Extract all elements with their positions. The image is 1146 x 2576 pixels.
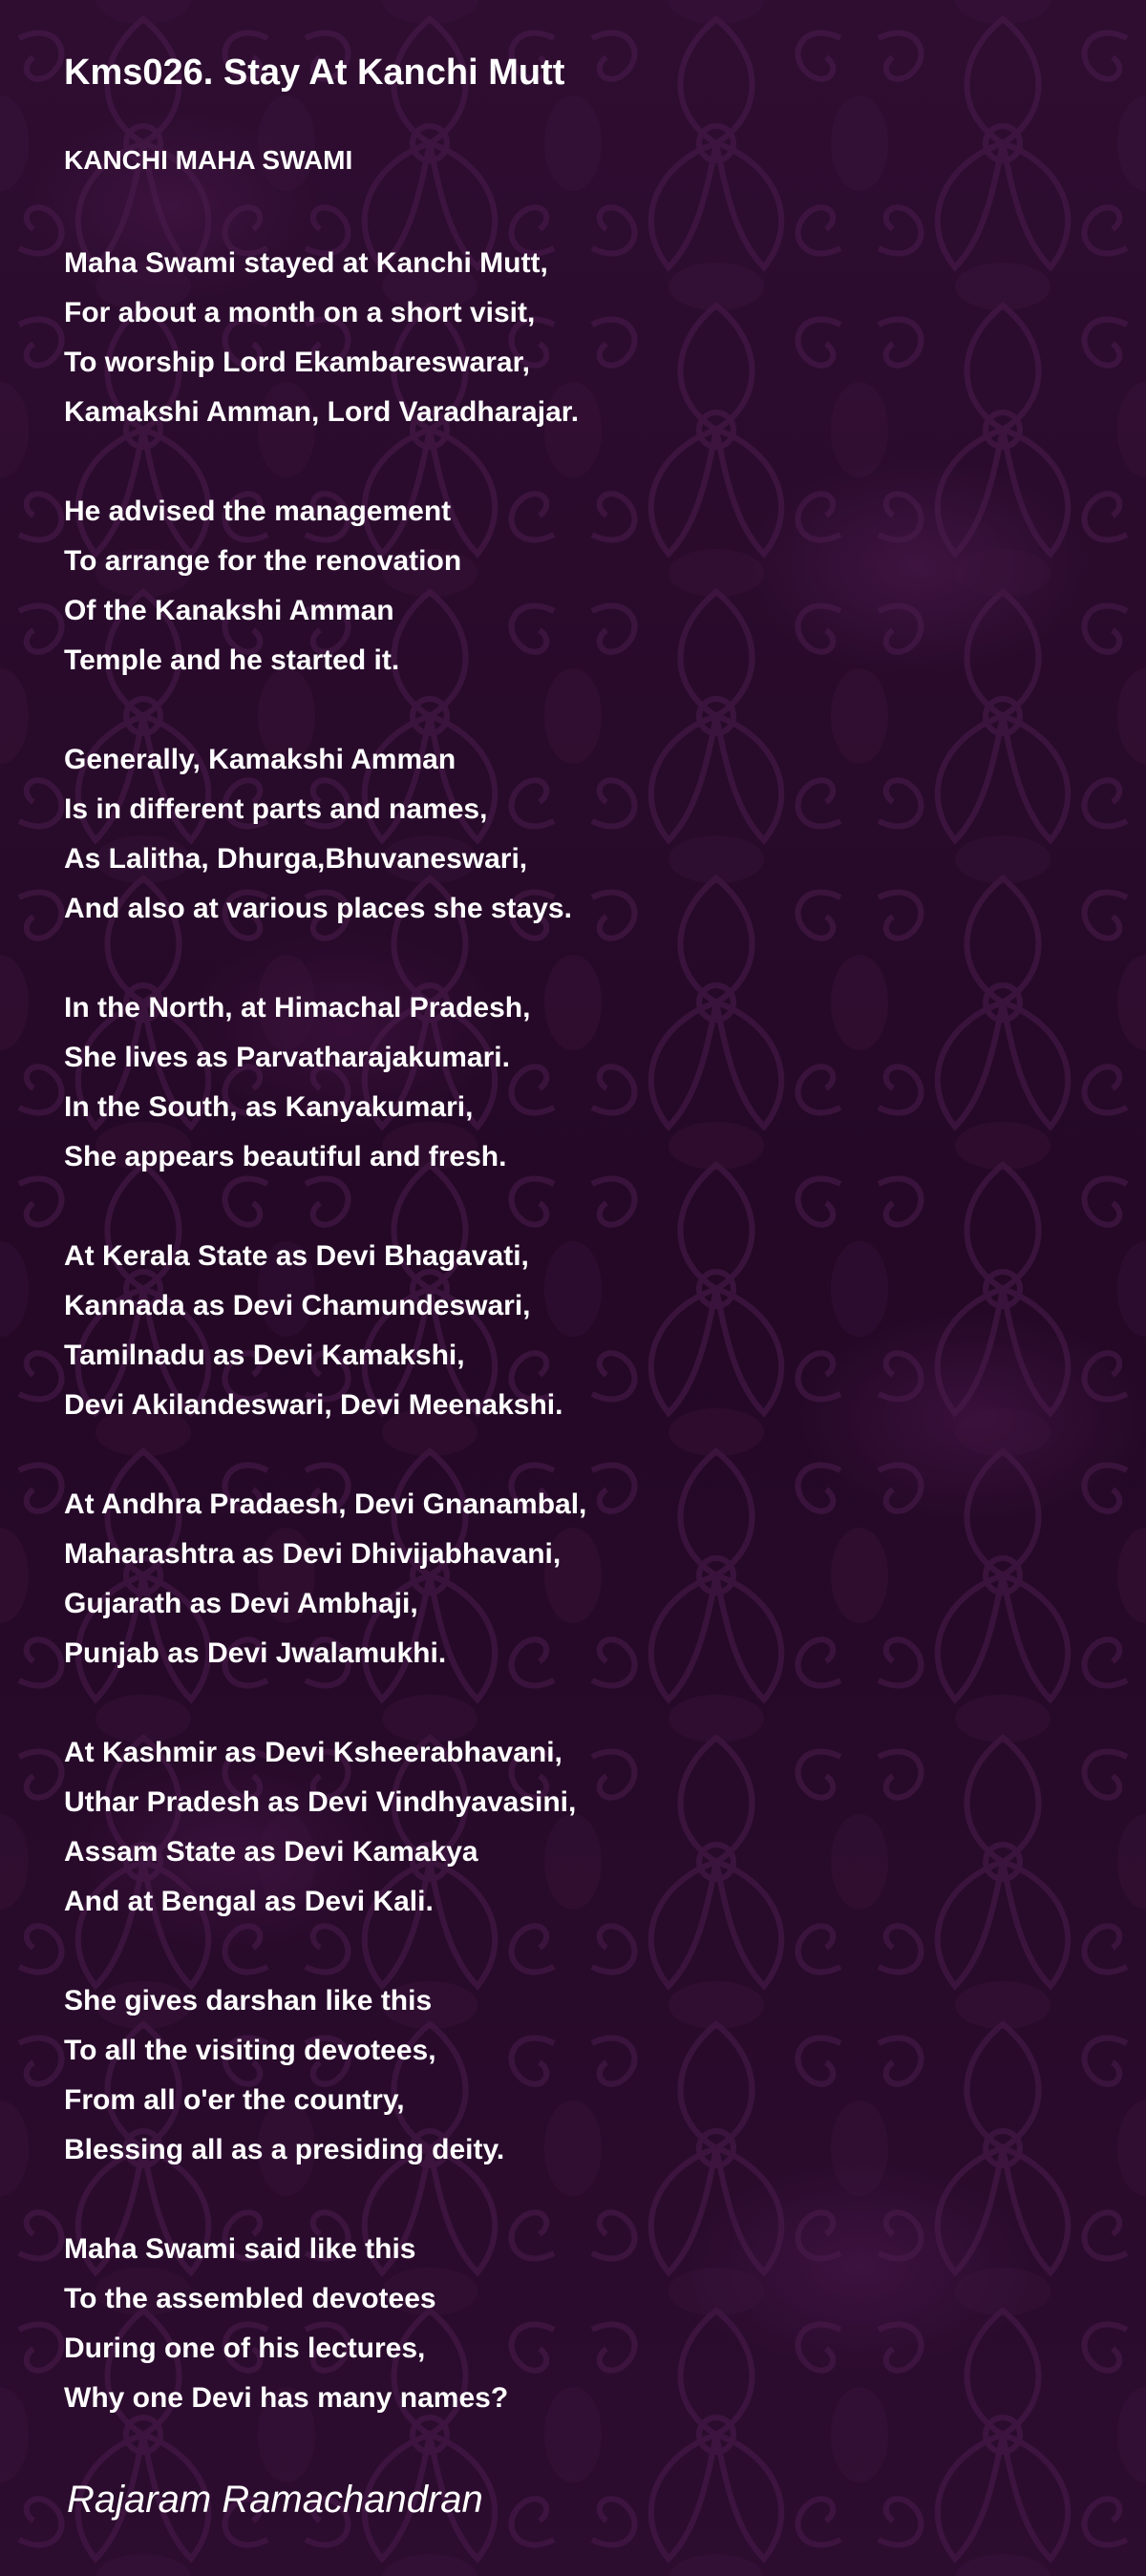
poem-line: Gujarath as Devi Ambhaji, xyxy=(64,1588,418,1619)
poem-line: Of the Kanakshi Amman xyxy=(64,595,394,626)
poem-line: In the North, at Himachal Pradesh, xyxy=(64,992,531,1024)
poem-line: At Kashmir as Devi Ksheerabhavani, xyxy=(64,1737,562,1768)
poem-line: Why one Devi has many names? xyxy=(64,2382,509,2414)
poem-line: Assam State as Devi Kamakya xyxy=(64,1836,478,1868)
poem-line: To the assembled devotees xyxy=(64,2283,436,2314)
poem-line: Maha Swami stayed at Kanchi Mutt, xyxy=(64,247,548,279)
poem-line: At Kerala State as Devi Bhagavati, xyxy=(64,1240,529,1272)
poem-line: To all the visiting devotees, xyxy=(64,2035,436,2066)
poem-line: Kannada as Devi Chamundeswari, xyxy=(64,1290,531,1321)
poem-line: To arrange for the renovation xyxy=(64,545,462,577)
poem-line: And at Bengal as Devi Kali. xyxy=(64,1886,434,1917)
poem-line: Blessing all as a presiding deity. xyxy=(64,2134,505,2165)
poem-title: Kms026. Stay At Kanchi Mutt xyxy=(64,53,565,93)
poem-line: Punjab as Devi Jwalamukhi. xyxy=(64,1637,447,1669)
poem-stanza xyxy=(64,983,586,1182)
poem-stanza xyxy=(64,735,586,934)
poem-line: And also at various places she stays. xyxy=(64,893,572,924)
poem-line: Maha Swami said like this xyxy=(64,2233,416,2265)
poem-line: She lives as Parvatharajakumari. xyxy=(64,1042,510,1073)
poem-subtitle: KANCHI MAHA SWAMI xyxy=(64,145,353,175)
poem-line: To worship Lord Ekambareswarar, xyxy=(64,347,530,378)
poem-author: Rajaram Ramachandran xyxy=(67,2479,483,2521)
poem-line: As Lalitha, Dhurga,Bhuvaneswari, xyxy=(64,843,528,875)
poem-line: Temple and he started it. xyxy=(64,644,400,676)
poem-stanza xyxy=(64,2225,586,2423)
poem-line: Tamilnadu as Devi Kamakshi, xyxy=(64,1340,465,1371)
poem-stanza xyxy=(64,1232,586,1430)
poem-line: She appears beautiful and fresh. xyxy=(64,1141,507,1172)
poem-line: Kamakshi Amman, Lord Varadharajar. xyxy=(64,396,580,428)
poem-line: Uthar Pradesh as Devi Vindhyavasini, xyxy=(64,1786,577,1818)
poem-line: Maharashtra as Devi Dhivijabhavani, xyxy=(64,1538,562,1570)
poem-line: Devi Akilandeswari, Devi Meenakshi. xyxy=(64,1389,563,1421)
poem-line: He advised the management xyxy=(64,496,452,527)
poem-line: For about a month on a short visit, xyxy=(64,297,536,328)
poem-line: During one of his lectures, xyxy=(64,2333,426,2364)
poem-line: At Andhra Pradaesh, Devi Gnanambal, xyxy=(64,1489,587,1520)
poem-stanza xyxy=(64,1976,586,2175)
poem-line: In the South, as Kanyakumari, xyxy=(64,1091,474,1123)
poem-stanza xyxy=(64,1728,586,1927)
poem-body xyxy=(64,239,586,2473)
poem-stanza xyxy=(64,239,586,437)
poem-line: Is in different parts and names, xyxy=(64,793,488,825)
poem-stanza xyxy=(64,487,586,686)
poem-line: Generally, Kamakshi Amman xyxy=(64,744,456,775)
poem-line: From all o'er the country, xyxy=(64,2084,405,2116)
poem-container xyxy=(64,46,1095,2414)
poem-stanza xyxy=(64,1480,586,1679)
poem-line: She gives darshan like this xyxy=(64,1985,433,2016)
